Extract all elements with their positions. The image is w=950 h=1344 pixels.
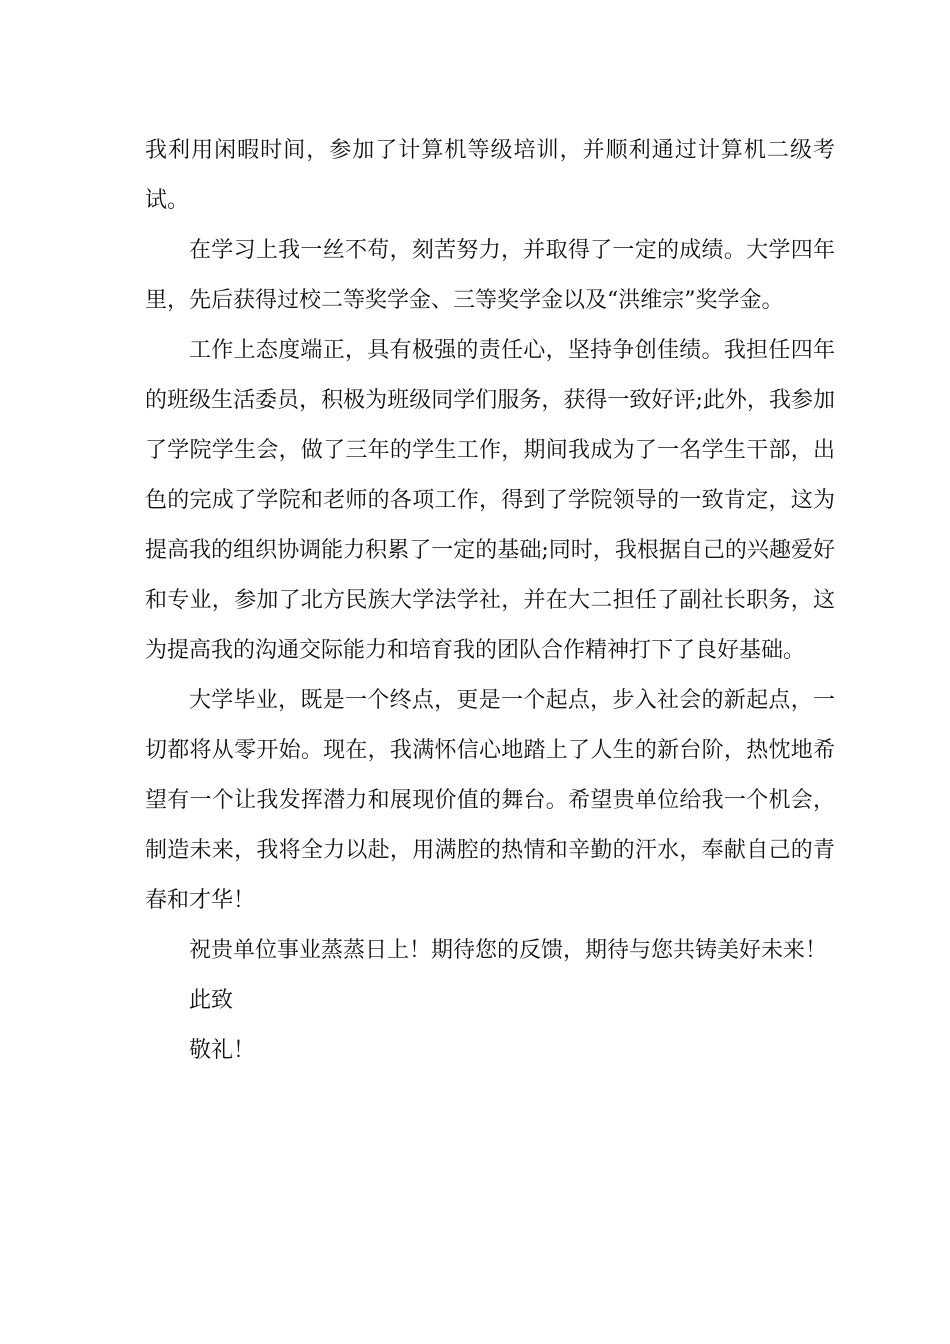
- paragraph-wishes: 祝贵单位事业蒸蒸日上！期待您的反馈，期待与您共铸美好未来！: [189, 938, 828, 963]
- closing-salutation: 此致: [189, 988, 234, 1013]
- paragraph-study-achievements: 在学习上我一丝不苟，刻苦努力，并取得了一定的成绩。大学四年里，先后获得过校二等奖学金、三等奖学金以及“洪维宗”奖学金。: [145, 238, 835, 313]
- paragraph-computer-training: 我利用闲暇时间，参加了计算机等级培训，并顺利通过计算机二级考试。: [145, 138, 835, 213]
- closing-regards: 敬礼！: [189, 1038, 256, 1063]
- document-body: [145, 126, 835, 1076]
- paragraph-graduation-hopes: 大学毕业，既是一个终点，更是一个起点，步入社会的新起点，一切都将从零开始。现在，我满怀信心地踏上了人生的新台阶，热忱地希望有一个让我发挥潜力和展现价值的舞台。希望贵单位给我一个机会，制造未来，我将全力以赴，用满腔的热情和辛勤的汗水，奉献自己的青春和才华！: [145, 688, 835, 913]
- paragraph-work-experience: 工作上态度端正，具有极强的责任心，坚持争创佳绩。我担任四年的班级生活委员，积极为班级同学们服务，获得一致好评;此外，我参加了学院学生会，做了三年的学生工作，期间我成为了一名学生干部，出色的完成了学院和老师的各项工作，得到了学院领导的一致肯定，这为提高我的组织协调能力积累了一定的基础;同时，我根据自己的兴趣爱好和专业，参加了北方民族大学法学社，并在大二担任了副社长职务，这为提高我的沟通交际能力和培育我的团队合作精神打下了良好基础。: [145, 338, 835, 663]
